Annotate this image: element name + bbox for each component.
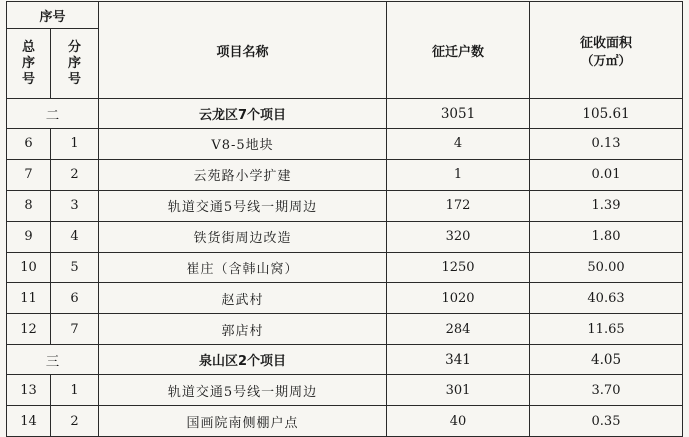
sub-seq-cell: 2 (51, 159, 99, 190)
area-cell: 50.00 (530, 252, 683, 283)
group-households: 341 (387, 345, 530, 375)
group-label: 二 (7, 99, 99, 129)
header-row-top (7, 2, 683, 29)
project-name-cell: 轨道交通5号线一期周边 (99, 375, 387, 406)
area-cell: 3.70 (530, 375, 683, 406)
area-cell: 1.80 (530, 221, 683, 252)
project-name-cell: 铁货街周边改造 (99, 221, 387, 252)
sub-seq-cell: 6 (51, 283, 99, 314)
group-row (7, 99, 683, 129)
sub-seq-cell: 1 (51, 129, 99, 160)
total-seq-header: 总 序 号 (7, 29, 51, 99)
sub-seq-cell: 1 (51, 375, 99, 406)
project-name-cell: 赵武村 (99, 283, 387, 314)
area-cell: 40.63 (530, 283, 683, 314)
total-seq-cell: 10 (7, 252, 51, 283)
total-seq-cell: 7 (7, 159, 51, 190)
table-row (7, 375, 683, 406)
area-header-unit: （万㎡） (581, 52, 632, 68)
households-header: 征迁户数 (387, 2, 530, 99)
area-cell: 0.01 (530, 159, 683, 190)
project-name-cell: 轨道交通5号线一期周边 (99, 190, 387, 221)
sub-seq-cell: 5 (51, 252, 99, 283)
total-seq-cell: 13 (7, 375, 51, 406)
group-row (7, 345, 683, 375)
table-row (7, 159, 683, 190)
table-row (7, 314, 683, 345)
total-seq-cell: 8 (7, 190, 51, 221)
sub-seq-cell: 4 (51, 221, 99, 252)
households-cell: 1 (387, 159, 530, 190)
area-cell: 11.65 (530, 314, 683, 345)
sub-seq-cell: 3 (51, 190, 99, 221)
table-row (7, 252, 683, 283)
households-cell: 172 (387, 190, 530, 221)
group-name: 泉山区2个项目 (99, 345, 387, 375)
households-cell: 301 (387, 375, 530, 406)
households-cell: 284 (387, 314, 530, 345)
total-seq-cell: 12 (7, 314, 51, 345)
total-seq-cell: 14 (7, 406, 51, 437)
total-seq-cell: 11 (7, 283, 51, 314)
area-cell: 0.13 (530, 129, 683, 160)
sub-seq-cell: 7 (51, 314, 99, 345)
table-row (7, 283, 683, 314)
households-cell: 1250 (387, 252, 530, 283)
total-seq-cell: 9 (7, 221, 51, 252)
project-name-cell: 郭店村 (99, 314, 387, 345)
households-cell: 4 (387, 129, 530, 160)
group-area: 105.61 (530, 99, 683, 129)
project-name-cell: 国画院南侧棚户点 (99, 406, 387, 437)
group-name: 云龙区7个项目 (99, 99, 387, 129)
group-area: 4.05 (530, 345, 683, 375)
group-households: 3051 (387, 99, 530, 129)
sub-seq-cell: 2 (51, 406, 99, 437)
sub-seq-header: 分 序 号 (51, 29, 99, 99)
project-table (6, 1, 683, 437)
project-name-cell: 云苑路小学扩建 (99, 159, 387, 190)
area-header (530, 2, 683, 99)
project-name-cell: 崔庄（含韩山窝） (99, 252, 387, 283)
area-cell: 0.35 (530, 406, 683, 437)
total-seq-cell: 6 (7, 129, 51, 160)
table-row (7, 221, 683, 252)
group-label: 三 (7, 345, 99, 375)
households-cell: 40 (387, 406, 530, 437)
name-header: 项目名称 (99, 2, 387, 99)
area-header-line1: 征收面积 (580, 35, 633, 51)
table-row (7, 190, 683, 221)
table-row (7, 129, 683, 160)
area-cell: 1.39 (530, 190, 683, 221)
project-name-cell: V8-5地块 (99, 129, 387, 160)
households-cell: 1020 (387, 283, 530, 314)
seq-header: 序号 (7, 2, 99, 29)
households-cell: 320 (387, 221, 530, 252)
table-row (7, 406, 683, 437)
